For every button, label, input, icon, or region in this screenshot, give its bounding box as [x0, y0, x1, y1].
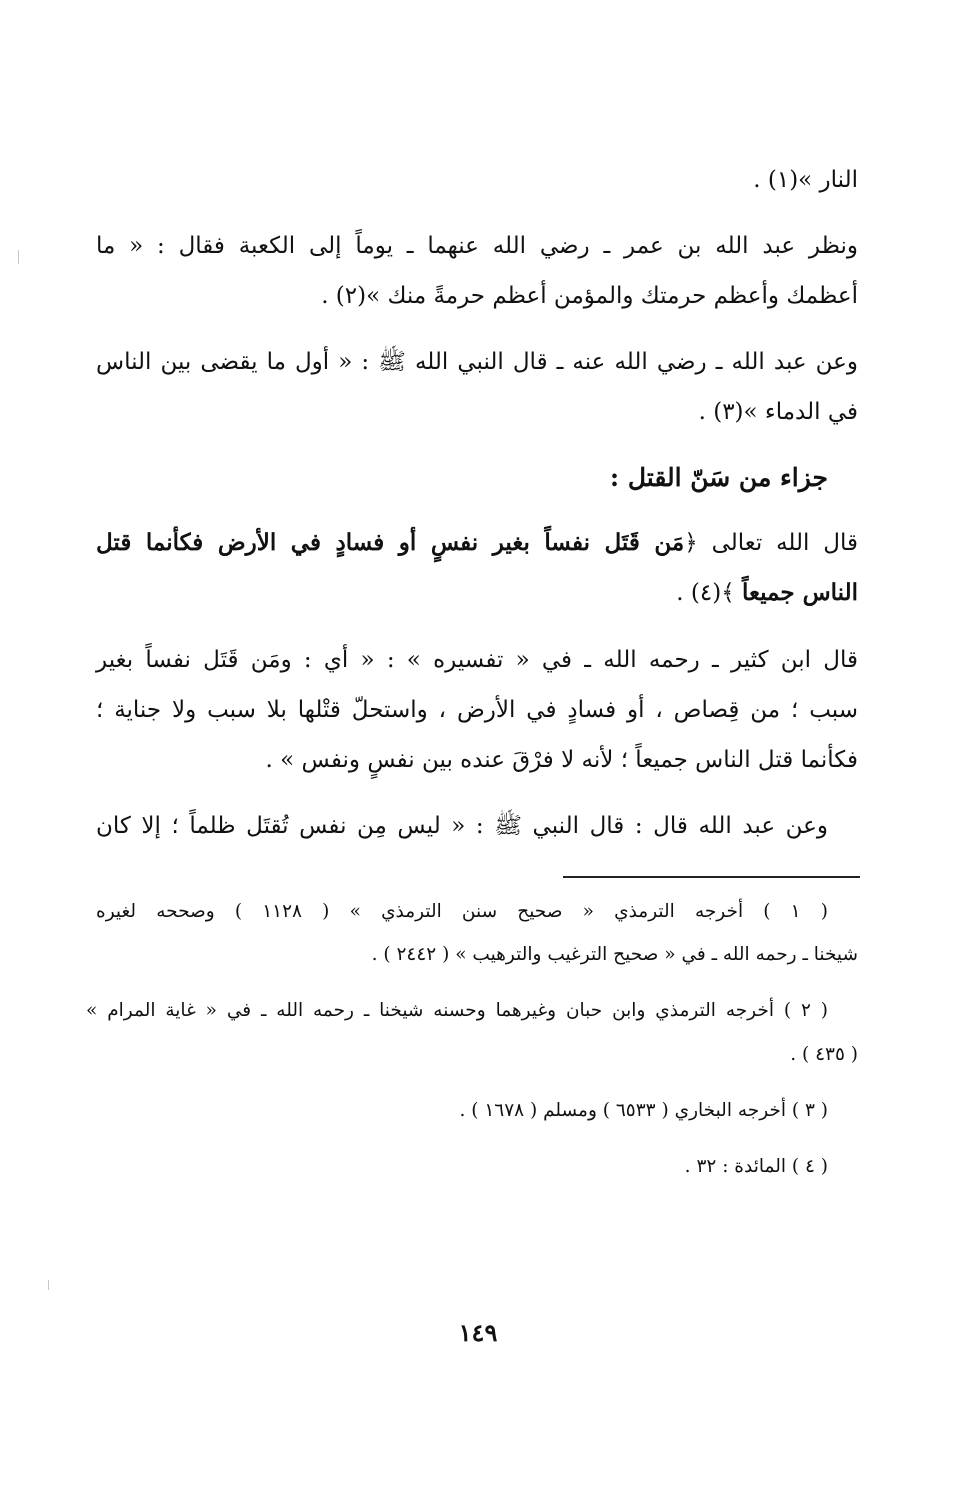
text-line: قال ابن كثير ـ رحمه الله ـ في « تفسيره » : « أي : ومَن قَتَل نفساً بغير [96, 647, 858, 673]
footnote-line: ( ٣ ) أخرجه البخاري ( ٦٥٣٣ ) ومسلم ( ١٦٧٨ ) . [459, 1100, 828, 1121]
text-line: النار »(١) . [753, 167, 858, 193]
text-line: ونظر عبد الله بن عمر ـ رضي الله عنهما ـ يوماً إلى الكعبة فقال : « ما [96, 233, 858, 259]
quran-verse: مَن قَتَل نفساً بغير نفسٍ أو فسادٍ في الأرض فكأنما قتل [96, 529, 685, 556]
footnote-divider [563, 876, 860, 878]
footnote-line: شيخنا ـ رحمه الله ـ في « صحيح الترغيب والترهيب » ( ٢٤٤٢ ) . [371, 944, 858, 965]
page-number: ١٤٩ [458, 1318, 498, 1347]
quran-verse: الناس جميعاً [742, 579, 858, 606]
verse-line [96, 525, 858, 561]
verse-line [676, 575, 858, 611]
footnote-line: ( ٤ ) المائدة : ٣٢ . [684, 1156, 828, 1177]
footnote-line: ( ٤٣٥ ) . [790, 1044, 858, 1065]
section-heading: جزاء من سَنّ القتل : [609, 463, 828, 492]
footnote-line: ( ١ ) أخرجه الترمذي « صحيح سنن الترمذي » ( ١١٢٨ ) وصححه لغيره [96, 901, 828, 922]
text-line: وعن عبد الله قال : قال النبي ﷺ : « ليس مِن نفس تُقتَل ظلماً ؛ إلا كان [96, 813, 828, 839]
text-line: فكأنما قتل الناس جميعاً ؛ لأنه لا فرْقَ عنده بين نفسٍ ونفس » . [265, 747, 858, 773]
scan-margin-mark [48, 1280, 49, 1290]
text-line: في الدماء »(٣) . [698, 399, 858, 425]
text-line: أعظمك وأعظم حرمتك والمؤمن أعظم حرمةً منك »(٢) . [321, 283, 858, 309]
footnote-line: ( ٢ ) أخرجه الترمذي وابن حبان وغيرهما وحسنه شيخنا ـ رحمه الله ـ في « غاية المرام » [86, 1000, 828, 1021]
text-line: سبب ؛ من قِصاص ، أو فسادٍ في الأرض ، واستحلّ قتْلها بلا سبب ولا جناية ؛ [96, 697, 858, 723]
verse-intro: قال الله تعالى ﴿ [684, 530, 858, 556]
verse-close: ﴾(٤) . [676, 580, 735, 606]
scan-margin-mark [18, 250, 19, 264]
text-line: وعن عبد الله ـ رضي الله عنه ـ قال النبي الله ﷺ : « أول ما يقضى بين الناس [96, 349, 858, 375]
